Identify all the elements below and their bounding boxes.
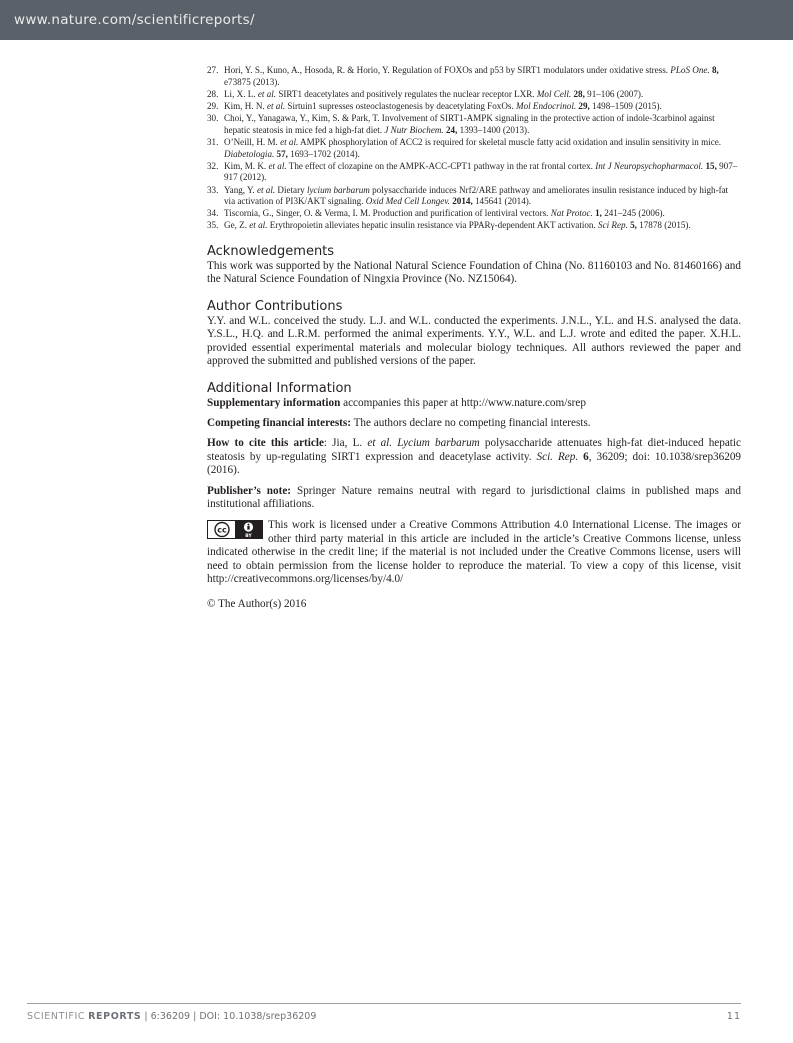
how-to-cite <box>207 437 741 477</box>
reference-etal: et al. <box>280 136 299 147</box>
additional-information-heading: Additional Information <box>207 380 352 396</box>
competing-interests <box>207 417 741 430</box>
reference-pre: Kim, M. K. <box>224 160 269 171</box>
reference-item <box>207 113 741 136</box>
cite-doi: , 36209; doi: 10.1038/srep36209 (2016). <box>207 450 742 477</box>
acknowledgements-heading: Acknowledgements <box>207 244 335 260</box>
by-icon <box>235 521 262 538</box>
page-content <box>207 65 741 610</box>
reference-number: 33. <box>207 184 219 195</box>
reference-text <box>224 65 741 88</box>
reference-text <box>224 137 741 160</box>
reference-number: 30. <box>207 113 219 124</box>
reference-pre: Tiscornia, G., Singer, O. & Verma, I. M. Production and purification of lentiviral vectors. <box>224 208 551 219</box>
reference-mid: Erythropoietin alleviates hepatic insulin resistance via PPARγ-dependent AKT activation. <box>267 220 599 231</box>
cite-title: polysaccharide attenuates high-fat diet-induced hepatic steatosis by up-regulating SIRT1 expression and deacetylase activity. <box>207 437 741 463</box>
cite-species: Lycium barbarum <box>397 437 480 450</box>
reference-journal: Oxid Med Cell Longev. <box>365 196 450 207</box>
reference-journal: Nat Protoc. <box>550 208 593 219</box>
reference-item <box>207 137 741 160</box>
reference-rest: 1498–1509 (2015). <box>589 100 662 111</box>
supplementary-label: Supplementary information <box>207 396 341 409</box>
license-block <box>207 519 741 586</box>
reference-number: 28. <box>207 88 219 99</box>
reference-mid: Dietary <box>275 184 307 195</box>
reference-etal: et al. <box>256 184 276 195</box>
reference-number: 34. <box>207 208 219 219</box>
reference-vol: 28, <box>573 88 585 99</box>
reference-text <box>224 208 741 220</box>
reference-rest: e73875 (2013). <box>224 76 280 87</box>
reference-pre: Yang, Y. <box>224 184 257 195</box>
reference-number: 31. <box>207 136 219 147</box>
reference-item <box>207 101 741 113</box>
reference-item <box>207 65 741 88</box>
reference-number: 35. <box>207 220 219 231</box>
reference-journal: Diabetologia. <box>224 148 275 159</box>
reference-rest: 1693–1702 (2014). <box>287 148 360 159</box>
footer-divider <box>27 1003 741 1004</box>
competing-label: Competing financial interests: <box>207 416 351 429</box>
cite-label: How to cite this article <box>207 437 324 450</box>
reference-text <box>224 113 741 136</box>
reference-pre: Hori, Y. S., Kuno, A., Hosoda, R. & Horio, Y. Regulation of FOXOs and p53 by SIRT1 modulators under oxidative stress. <box>224 65 671 75</box>
header-url[interactable]: www.nature.com/scientificreports/ <box>14 12 255 28</box>
copyright-notice: © The Author(s) 2016 <box>207 598 307 611</box>
reference-journal: Sci Rep. <box>598 220 628 231</box>
reference-etal: et al. <box>249 220 268 231</box>
reference-mid: The effect of clozapine on the AMPK-ACC-CPT1 pathway in the rat frontal cortex. <box>286 160 596 171</box>
reference-journal: Mol Endocrinol. <box>516 100 577 111</box>
reference-number: 27. <box>207 65 219 75</box>
cc-icon-text: cc <box>217 525 227 535</box>
publisher-text: Springer Nature remains neutral with regard to jurisdictional claims in published maps and institutional affiliations. <box>207 484 741 510</box>
reference-mid: SIRT1 deacetylates and positively regulates the nuclear receptor LXR. <box>276 88 537 99</box>
cc-by-license-icon[interactable] <box>207 520 263 539</box>
page-number: 11 <box>726 1011 741 1022</box>
reference-item <box>207 89 741 101</box>
license-text: This work is licensed under a Creative Commons Attribution 4.0 International License. The images or other third party material in this article are included in the article’s Creative Commons license, unless indicated otherwise in the credit line; if the material is not included under the Creative Commons license, users will need to obtain permission from the license holder to reproduce the material. To view a copy of this license, visit http://creativecommons.org/licenses/by/4.0/ <box>207 519 741 585</box>
cc-icon <box>208 521 236 538</box>
acknowledgements-text: This work was supported by the National Natural Science Foundation of China (No. 81160103 and No. 81460166) and the Natural Science Foundation of Ningxia Province (No. NZ15064). <box>207 260 741 286</box>
reference-vol: 2014, <box>452 196 473 207</box>
reference-rest: 241–245 (2006). <box>601 208 665 219</box>
reference-etal: et al. <box>268 160 287 171</box>
reference-item <box>207 220 741 232</box>
page-footer <box>27 1011 741 1022</box>
reference-item <box>207 185 741 208</box>
reference-number: 32. <box>207 160 219 171</box>
reference-vol: 29, <box>578 100 590 111</box>
reference-vol: 15, <box>705 160 717 171</box>
reference-rest: 907–917 (2012). <box>224 160 738 183</box>
supplementary-text: accompanies this paper at http://www.nature.com/srep <box>340 396 586 409</box>
reference-journal: J Nutr Biochem. <box>384 124 444 135</box>
reference-pre: O’Neill, H. M. <box>224 136 281 147</box>
reference-pre: Choi, Y., Yanagawa, Y., Kim, S. & Park, T. Involvement of SIRT1-AMPK signaling in the protective action of indole-3carbinol against hepatic steatosis in mice fed a high-fat diet. <box>224 113 715 135</box>
supplementary-information <box>207 397 741 410</box>
publisher-note <box>207 485 741 512</box>
reference-pre: Ge, Z. <box>224 220 250 231</box>
cite-etal: et al. <box>367 437 393 450</box>
reference-pre: Kim, H. N. <box>224 100 267 111</box>
reference-journal: PLoS One. <box>670 65 710 75</box>
by-icon-text: BY <box>245 534 252 539</box>
competing-text: The authors declare no competing financial interests. <box>350 416 591 429</box>
reference-item <box>207 208 741 220</box>
reference-rest: 1393–1400 (2013). <box>457 124 530 135</box>
reference-mid: Sirtuin1 supresses osteoclastogenesis by deacetylating FoxOs. <box>285 100 516 111</box>
reference-pre: Li, X. L. <box>224 88 258 99</box>
reference-rest: 145641 (2014). <box>472 196 532 207</box>
reference-text <box>224 89 741 101</box>
reference-journal: Mol Cell. <box>536 88 572 99</box>
reference-vol: 5, <box>630 220 637 231</box>
cite-authors: : Jia, L. <box>323 437 368 450</box>
reference-mid: AMPK phosphorylation of ACC2 is required for skeletal muscle fatty acid oxidation and insulin sensitivity in mice. <box>298 136 722 147</box>
reference-journal: Int J Neuropsychopharmacol. <box>595 160 704 171</box>
reference-vol: 1, <box>595 208 602 219</box>
reference-item <box>207 161 741 184</box>
reference-text <box>224 161 741 184</box>
cite-volume: 6 <box>578 450 589 463</box>
reference-vol: 57, <box>276 148 288 159</box>
author-contributions-heading: Author Contributions <box>207 298 343 314</box>
reference-etal: et al. <box>266 100 286 111</box>
author-contributions-text: Y.Y. and W.L. conceived the study. L.J. and W.L. conducted the experiments. J.N.L., Y.L. and H.S. analysed the data. Y.S.L., H.Q. and L.R.M. performed the animal experiments. Y.Y., W.L. and L.J. wrote and edited the paper. X.H.L. provided essential experimental materials and molecular biology techniques. All authors reviewed the paper and approved the submitted and published versions of the paper. <box>207 314 741 368</box>
reference-rest: 17878 (2015). <box>636 220 691 231</box>
publisher-label: Publisher’s note: <box>207 484 292 497</box>
reference-mid2: polysaccharide induces Nrf2/ARE pathway and ameliorates insulin resistance induced by high-fat via activation of PI3K/AKT signaling. <box>224 184 729 207</box>
reference-text <box>224 185 741 208</box>
reference-rest: 91–106 (2007). <box>584 88 644 99</box>
footer-citation: | 6:36209 | DOI: 10.1038/srep36209 <box>141 1011 317 1022</box>
reference-vol: 24, <box>446 124 458 135</box>
reference-etal: et al. <box>257 88 277 99</box>
reference-text <box>224 220 741 232</box>
reference-italic2: lycium barbarum <box>306 184 370 195</box>
reference-number: 29. <box>207 100 219 111</box>
header-bar <box>0 0 793 40</box>
reference-list <box>207 65 741 232</box>
footer-journal-reports: REPORTS <box>88 1011 142 1022</box>
footer-journal-scientific: SCIENTIFIC <box>27 1011 86 1022</box>
reference-vol: 8, <box>711 65 719 75</box>
reference-text <box>224 101 741 113</box>
cite-journal: Sci. Rep. <box>536 450 579 463</box>
